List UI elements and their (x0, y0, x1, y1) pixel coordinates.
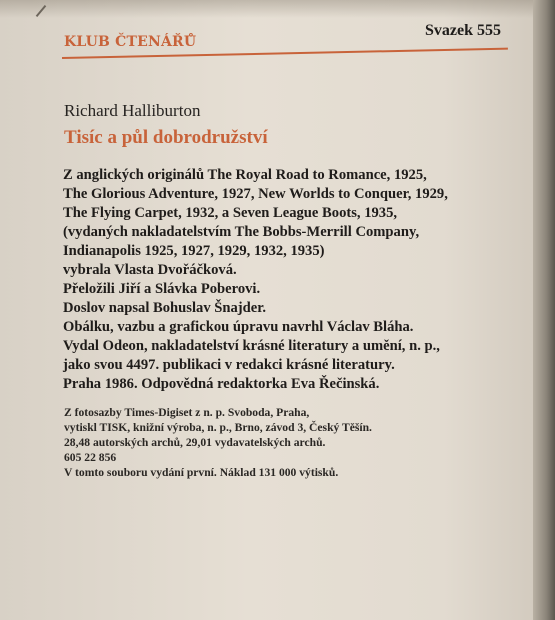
volume-number: Svazek 555 (425, 22, 501, 39)
imprint-line: 605 22 856 (64, 451, 117, 464)
credits-line: Indianapolis 1925, 1927, 1929, 1932, 1935) (63, 243, 325, 259)
page-edge (533, 0, 555, 620)
book-title: Tisíc a půl dobrodružství (64, 127, 268, 148)
imprint-line: V tomto souboru vydání první. Náklad 131 000 výtisků. (64, 466, 339, 479)
credits-line: Z anglických originálů The Royal Road to Romance, 1925, (63, 167, 427, 183)
author-name: Richard Halliburton (64, 101, 201, 120)
credits-line: vybrala Vlasta Dvořáčková. (63, 262, 237, 278)
imprint-line: Z fotosazby Times-Digiset z n. p. Svoboda, Praha, (64, 406, 310, 419)
imprint-line: 28,48 autorských archů, 29,01 vydavatelských archů. (64, 436, 326, 449)
credits-line: Vydal Odeon, nakladatelství krásné literatury a umění, n. p., (63, 338, 440, 354)
credits-line: jako svou 4497. publikaci v redakci krásné literatury. (63, 357, 395, 373)
credits-line: The Flying Carpet, 1932, a Seven League Boots, 1935, (63, 205, 398, 221)
top-shadow (0, 0, 555, 18)
credits-line: Doslov napsal Bohuslav Šnajder. (63, 300, 267, 316)
series-name: KLUB ČTENÁŘŮ (64, 34, 197, 50)
credits-line: Praha 1986. Odpovědná redaktorka Eva Řečinská. (63, 376, 380, 392)
credits-line: (vydaných nakladatelstvím The Bobbs-Merrill Company, (63, 224, 420, 240)
credits-line: Obálku, vazbu a grafickou úpravu navrhl Václav Bláha. (63, 319, 414, 335)
credits-line: Přeložili Jiří a Slávka Poberovi. (63, 281, 261, 297)
imprint-line: vytiskl TISK, knižní výroba, n. p., Brno, závod 3, Český Těšín. (64, 421, 372, 434)
credits-block (63, 166, 448, 394)
imprint-block (64, 405, 372, 480)
credits-line: The Glorious Adventure, 1927, New Worlds to Conquer, 1929, (63, 186, 448, 202)
